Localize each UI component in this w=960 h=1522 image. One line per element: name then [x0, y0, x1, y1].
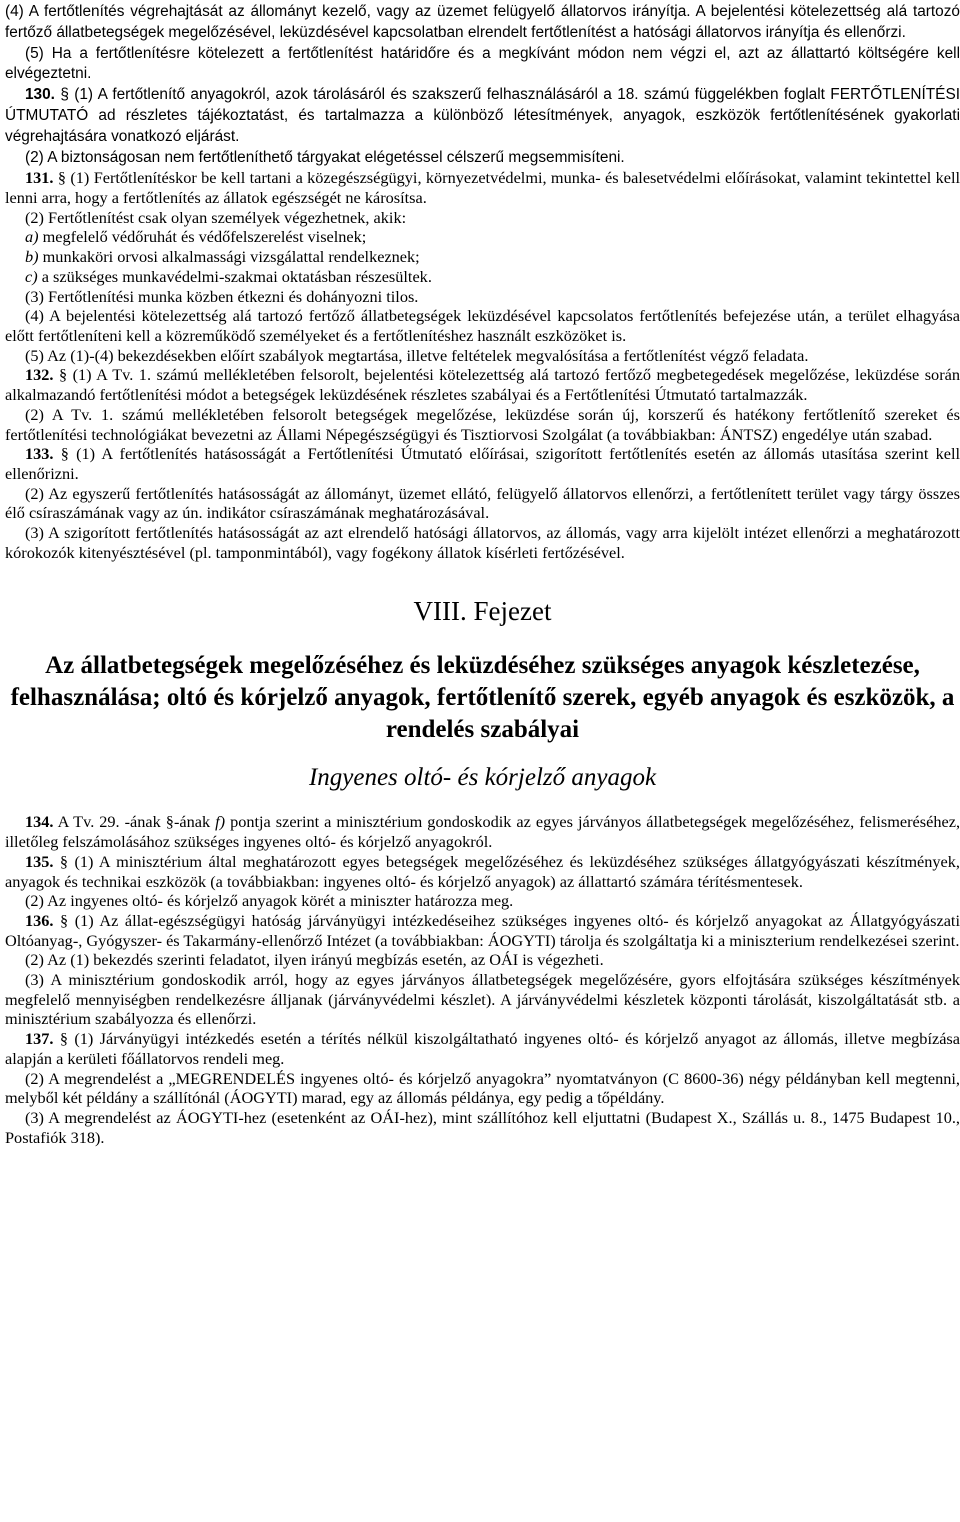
paragraph: (2) Az egyszerű fertőtlenítés hatásosságát az állományt, üzemet ellátó, felügyelő állatorvos ellenőrzi, a fertőtlenített terület vagy tárgy összes élő csíraszámának vagy az ún. indikátor csíraszámának meghatározásával. — [5, 483, 960, 523]
section-sign: § — [59, 1029, 68, 1049]
list-text: munkaköri orvosi alkalmassági vizsgálattal rendelkeznek; — [38, 247, 420, 267]
list-letter: f) — [215, 812, 226, 832]
section-132 — [5, 365, 960, 404]
section-number: 131. — [25, 168, 54, 188]
paragraph: (3) A minisztérium gondoskodik arról, hogy az egyes járványos állatbetegségek megelőzésére, gyors elfojtására szükséges készítmények megfelelő mennyiségben rendelkezésre álljanak (járványvédelmi készlet). A járványvédelmi készletek központi tárolását, kiszolgáltatását stb. a minisztérium szabályozza és ellenőrzi. — [5, 970, 960, 1029]
paragraph-text: (1) Fertőtlenítéskor be kell tartani a közegészségügyi, környezetvédelmi, munka- és balesetvédelmi előírásokat, valamint tekintettel kell lenni arra, hogy a fertőtlenítés az állatok egészségét ne károsítsa. — [5, 168, 960, 208]
list-item — [5, 247, 960, 267]
list-text: megfelelő védőruhát és védőfelszerelést viselnek; — [38, 227, 367, 247]
section-sign: § — [58, 365, 68, 385]
section-sign: § — [60, 910, 69, 930]
section-136 — [5, 911, 960, 950]
section-137 — [5, 1029, 960, 1068]
section-number: 135. — [25, 851, 54, 871]
section-134 — [5, 812, 960, 851]
paragraph: (4) A fertőtlenítés végrehajtását az állományt kezelő, vagy az üzemet felügyelő állatorvos irányítja. A bejelentési kötelezettség alá tartozó fertőző állatbetegségek megelőzésével, leküzdésével kapcsolatban elrendelt fertőtlenítést a hatósági állatorvos irányítja és ellenőrzi. — [5, 3, 960, 41]
section-sign: § — [165, 812, 174, 832]
paragraph-text: (1) A Tv. 1. számú mellékletében felsorolt, bejelentési kötelezettség alá tartozó fertőző megbetegedések megelőzése, leküzdése során alkalmazandó fertőtlenítési módot a betegségek leküzdésének részletes szabályai és a Fertőtlenítési Útmutató tartalmazzák. — [5, 365, 960, 405]
section-133 — [5, 444, 960, 483]
paragraph: (2) Az ingyenes oltó- és kórjelző anyagok körét a miniszter határozza meg. — [25, 891, 514, 911]
paragraph: (3) A szigorított fertőtlenítés hatásosságát az azt elrendelő hatósági állatorvos, az állomás, vagy arra kijelölt intézet ellenőrzi a meghatározott kórokozók kitenyésztésével (pl. tamponmintából), vagy fogékony állatok kísérleti fertőzésével. — [5, 523, 960, 562]
paragraph: (3) A megrendelést az ÁOGYTI-hez (esetenként az OÁI-hez), mint szállítóhoz kell eljuttatni (Budapest X., Szállás u. 8., 1475 Budapest 10., Postafiók 318). — [5, 1107, 960, 1147]
section-number: 137. — [25, 1029, 54, 1049]
section-130 — [5, 85, 960, 147]
section-number: 136. — [25, 910, 54, 930]
paragraph-text: (1) A fertőtlenítő anyagokról, azok tárolásáról és szakszerű felhasználásáról a 18. számú függelékben foglalt FERTŐTLENÍTÉSI ÚTMUTATÓ ad részletes tájékoztatást, és tartalmazza a különböző létesítmények, anyagok, eszközök fertőtlenítésének gyakorlati végrehajtására vonatkozó eljárást. — [5, 86, 960, 145]
list-item — [5, 267, 960, 287]
paragraph-text: (1) Járványügyi intézkedés esetén a térítés nélkül kiszolgáltatható ingyenes oltó- és kórjelző anyagot az állomás, illetve megbízása alapján a kerületi főállatorvos rendeli meg. — [5, 1029, 960, 1068]
section-number: 134. — [25, 812, 54, 832]
section-number: 130. — [25, 86, 55, 104]
document-page — [5, 2, 960, 1147]
paragraph-text: (1) Az állat-egészségügyi hatóság járványügyi intézkedéseihez szükséges ingyenes oltó- és kórjelző anyagokat az Állatgyógyászati Oltóanyag-, Gyógyszer- és Takarmány-ellenőrző Intézet (a továbbiakban: ÁOGYTI) tárolja és szolgáltatja ki a miniszterium rendelkezései szerint. — [5, 910, 960, 950]
chapter-heading: VIII. Fejezet — [413, 596, 552, 627]
paragraph-text: (1) A fertőtlenítés hatásosságát a Fertőtlenítési Útmutató előírásai, szigorított fertőtlenítés esetén az állomás utasítása szerint kell ellenőrizni. — [5, 444, 960, 483]
paragraph: (5) Az (1)-(4) bekezdésekben előírt szabályok megtartása, illetve feltételek megvalósítása a fertőtlenítést végző feladata. — [25, 345, 809, 365]
section-sign: § — [59, 851, 69, 871]
paragraph: (2) Az (1) bekezdés szerinti feladatot, ilyen irányú megbízás esetén, az OÁI is végezheti. — [25, 950, 604, 970]
section-sign: § — [60, 86, 69, 104]
paragraph-text: (1) A minisztérium által meghatározott egyes betegségek megelőzéséhez és leküzdéséhez szükséges állatgyógyászati készítmények, anyagok és technikai eszközök (a továbbiakban: ingyenes oltó- és kórjelző anyagok) az állattartó számára térítésmentesek. — [5, 851, 960, 891]
paragraph-text: pontja szerint a minisztérium gondoskodik az egyes járványos állatbetegségek megelőzéséhez, felismeréséhez, illetőleg felszámolásához szükséges ingyenes oltó- és kórjelző anyagokról. — [5, 812, 960, 852]
paragraph: (3) Fertőtlenítési munka közben étkezni és dohányozni tilos. — [25, 286, 419, 306]
section-number: 133. — [25, 444, 54, 464]
section-number: 132. — [25, 365, 54, 385]
paragraph-text: A Tv. 29. -ának — [53, 812, 166, 832]
paragraph: (2) A Tv. 1. számú mellékletében felsorolt betegségek megelőzése, leküzdése során új, korszerű és hatékony fertőtlenítő szereket és fertőtlenítési technológiákat bevezetni az Állami Népegészségügyi és Tisztiorvosi Szolgálat (a továbbiakban: ÁNTSZ) engedélye után szabad. — [5, 404, 960, 444]
paragraph: (4) A bejelentési kötelezettség alá tartozó fertőző állatbetegségek leküzdésével kapcsolatos fertőtlenítés befejezése után, a terület elhagyása előtt fertőtleníteni kell a közreműködő személyeket és a fertőtlenítéshez használt eszközöket is. — [5, 306, 960, 345]
section-135 — [5, 852, 960, 891]
section-sign: § — [57, 168, 66, 188]
paragraph-text: -ának — [173, 812, 216, 832]
list-text: a szükséges munkavédelmi-szakmai oktatásban részesültek. — [37, 266, 432, 286]
section-131 — [5, 168, 960, 207]
list-letter: c) — [25, 266, 38, 286]
section-subtitle: Ingyenes oltó- és kórjelző anyagok — [308, 764, 657, 792]
paragraph: (2) A biztonságosan nem fertőtleníthető tárgyakat elégetéssel célszerű megsemmisíteni. — [25, 148, 625, 166]
chapter-title: Az állatbetegségek megelőzéséhez és leküzdéséhez szükséges anyagok készletezése, felhasználása; oltó és kórjelző anyagok, fertőtlenítő szerek, egyéb anyagok és eszközök, a rendelés szabályai — [10, 652, 955, 744]
list-item — [5, 227, 960, 247]
list-letter: b) — [25, 247, 39, 267]
list-letter: a) — [25, 227, 39, 247]
paragraph: (2) Fertőtlenítést csak olyan személyek végezhetnek, akik: — [25, 207, 407, 227]
paragraph: (5) Ha a fertőtlenítésre kötelezett a fertőtlenítést határidőre és a megkívánt módon nem végzi el, azt az állattartó költségére kell elvégeztetni. — [5, 44, 960, 83]
section-sign: § — [60, 444, 69, 464]
paragraph: (2) A megrendelést a „MEGRENDELÉS ingyenes oltó- és kórjelző anyagokra” nyomtatványon (C 8600-36) négy példányban kell megtenni, melyből két példány a szállítónál (ÁOGYTI) marad, egy az állomás példánya, egy pedig a tőpéldány. — [5, 1068, 960, 1108]
